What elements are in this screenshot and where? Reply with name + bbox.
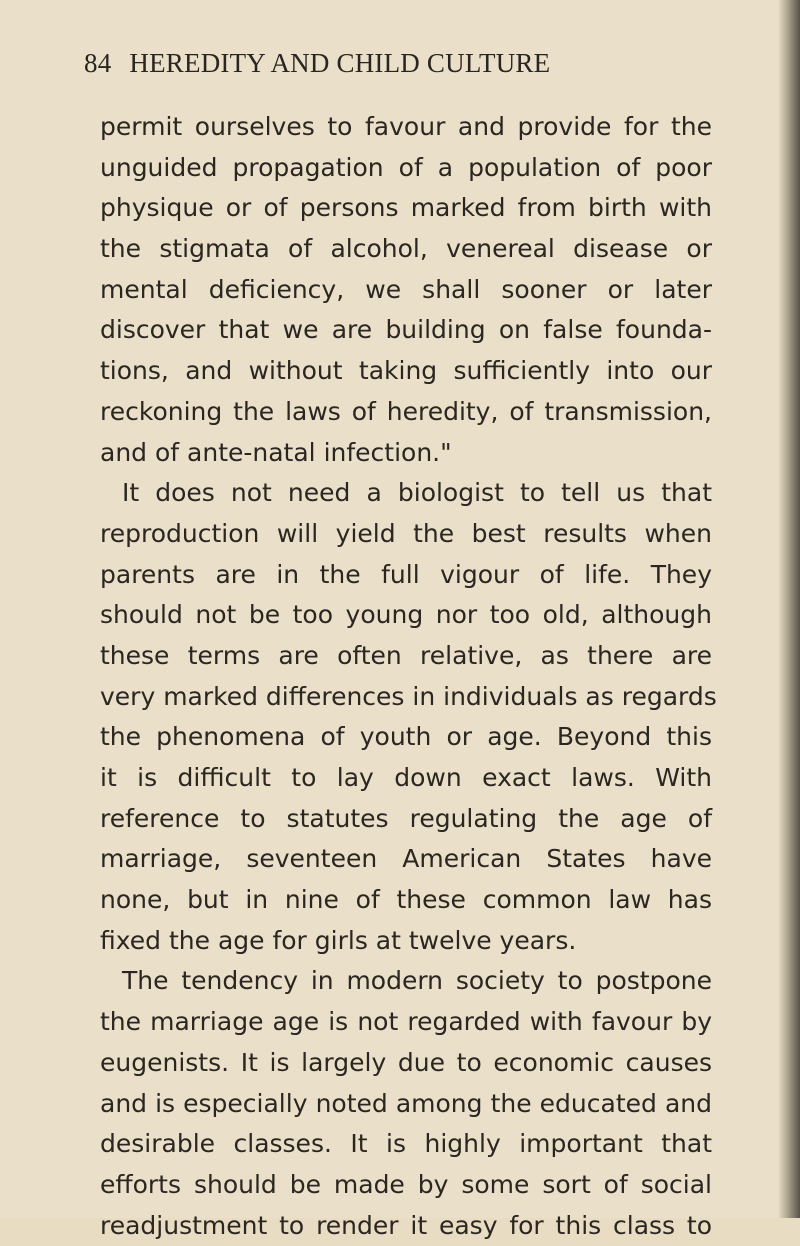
text-line: efforts should be made by some sort of social bbox=[100, 1169, 712, 1199]
text-line: very marked differences in individuals as regards bbox=[100, 681, 717, 711]
running-head bbox=[84, 48, 724, 79]
text-line: mental deficiency, we shall sooner or later bbox=[100, 274, 712, 304]
body-text bbox=[100, 107, 717, 1246]
text-line: none, but in nine of these common law has bbox=[100, 885, 712, 915]
text-line: It does not need a biologist to tell us that bbox=[122, 478, 712, 508]
running-title: HEREDITY AND CHILD CULTURE bbox=[129, 48, 551, 78]
text-line: and is especially noted among the educated and bbox=[100, 1088, 712, 1118]
page-number: 84 bbox=[84, 48, 112, 78]
text-line: physique or of persons marked from birth with bbox=[100, 193, 712, 223]
text-line: The tendency in modern society to postpone bbox=[122, 966, 712, 996]
text-line: the marriage age is not regarded with favour by bbox=[100, 1007, 712, 1037]
text-line: readjustment to render it easy for this class to bbox=[100, 1210, 712, 1240]
text-line: permit ourselves to favour and provide for the bbox=[100, 112, 712, 141]
text-line: fixed the age for girls at twelve years. bbox=[100, 925, 577, 955]
text-line: marriage, seventeen American States have bbox=[100, 844, 712, 874]
text-line: should not be too young nor too old, although bbox=[100, 600, 712, 630]
text-line: desirable classes. It is highly important that bbox=[100, 1129, 712, 1159]
text-line: these terms are often relative, as there are bbox=[100, 640, 712, 670]
text-line: reckoning the laws of heredity, of transmission, bbox=[100, 396, 712, 426]
text-line: eugenists. It is largely due to economic causes bbox=[100, 1047, 712, 1077]
text-line: parents are in the full vigour of life. They bbox=[100, 559, 712, 589]
text-line: discover that we are building on false founda- bbox=[100, 315, 712, 345]
text-line: tions, and without taking sufficiently into our bbox=[100, 356, 712, 386]
text-line: it is difficult to lay down exact laws. With bbox=[100, 763, 712, 792]
text-line: the phenomena of youth or age. Beyond this bbox=[100, 722, 712, 752]
page-edge-shadow bbox=[778, 0, 800, 1218]
text-line: unguided propagation of a population of poor bbox=[100, 152, 712, 182]
text-line: and of ante-natal infection." bbox=[100, 437, 452, 467]
text-line: reproduction will yield the best results when bbox=[100, 518, 712, 548]
text-line: reference to statutes regulating the age of bbox=[100, 803, 712, 833]
text-line: the stigmata of alcohol, venereal disease or bbox=[100, 234, 712, 264]
